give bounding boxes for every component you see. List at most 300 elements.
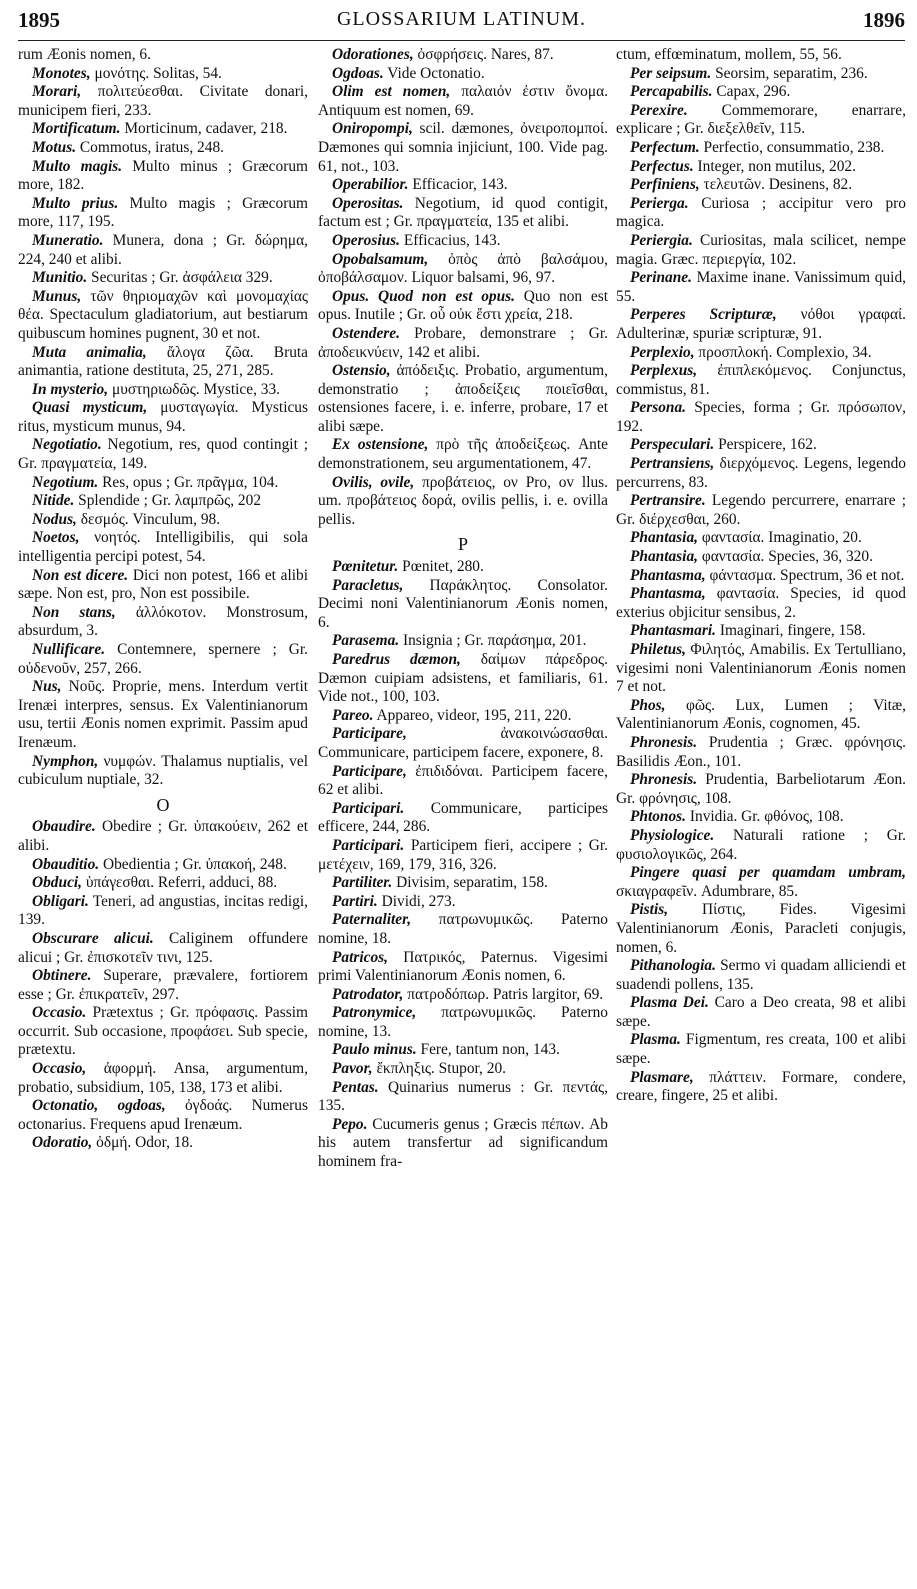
definition: ctum, effœminatum, mollem, 55, 56. bbox=[616, 46, 842, 63]
headword: Phantasma, bbox=[630, 566, 706, 584]
headword: Ex ostensione, bbox=[332, 436, 429, 454]
headword: Nitide. bbox=[32, 492, 75, 510]
headword: Occasio, bbox=[32, 1060, 87, 1078]
definition: Fere, tantum non, 143. bbox=[416, 1041, 560, 1059]
column-3 bbox=[616, 46, 906, 1106]
headword: Multo prius. bbox=[32, 194, 119, 212]
headword: Perfectum. bbox=[630, 138, 700, 156]
headword: Obligari. bbox=[32, 892, 89, 910]
definition: Πατρικός, Paternus. Vigesimi primi Valentinianorum Æonis nomen, 6. bbox=[318, 948, 608, 985]
glossary-entry bbox=[616, 808, 906, 827]
glossary-entry bbox=[18, 344, 308, 381]
definition: προβάτειος, ον Pro, ov llus. um. προβάτειος δορά, ovilis pellis, i. e. ovilla pellis. bbox=[318, 473, 608, 528]
definition: Communicare, participes efficere, 244, 286. bbox=[318, 799, 608, 836]
glossary-entry bbox=[616, 529, 906, 548]
headword: In mysterio, bbox=[32, 380, 109, 398]
headword: Pertransiens, bbox=[630, 455, 715, 473]
headword: Periergia. bbox=[630, 231, 693, 249]
definition: Dici non potest, 166 et alibi sæpe. Non est, pro, Non est possibile. bbox=[18, 566, 308, 603]
glossary-entry bbox=[18, 381, 308, 400]
glossary-entry bbox=[18, 399, 308, 436]
definition: Negotium, res, quod contingit ; Gr. πραγματεία, 149. bbox=[18, 436, 308, 473]
glossary-entry bbox=[616, 176, 906, 195]
definition: Integer, non mutilus, 202. bbox=[693, 157, 856, 175]
headword: Oniropompi, bbox=[332, 120, 413, 138]
headword: Muta animalia, bbox=[32, 343, 147, 361]
headword: Pistis, bbox=[630, 901, 669, 919]
headword: Operabilior. bbox=[332, 176, 409, 194]
headword: Paulo minus. bbox=[332, 1041, 417, 1059]
headword: Plasma Dei. bbox=[630, 994, 709, 1012]
definition: φάντασμα. Spectrum, 36 et not. bbox=[705, 566, 905, 584]
headword: Pareo. bbox=[332, 706, 374, 724]
headword: Obscurare alicui. bbox=[32, 929, 154, 947]
headword: Partiri. bbox=[332, 892, 378, 910]
headword: Mortificatum. bbox=[32, 120, 121, 138]
glossary-entry bbox=[318, 1116, 608, 1172]
glossary-entry bbox=[318, 651, 608, 707]
glossary-entry bbox=[318, 436, 608, 473]
definition: τῶν θηριομαχῶν καὶ μονομαχίας θέα. Spectaculum gladiatorium, aut bestiarum quibuscum homines pugnent, 30 et not. bbox=[18, 287, 308, 342]
glossary-entry bbox=[318, 325, 608, 362]
definition: Figmentum, res creata, 100 et alibi sæpe. bbox=[616, 1031, 906, 1068]
headword: Obauditio. bbox=[32, 855, 100, 873]
glossary-entry bbox=[616, 232, 906, 269]
definition: Contemnere, spernere ; Gr. οὐδενοῦν, 257, 266. bbox=[18, 641, 308, 677]
headword: Multo magis. bbox=[32, 157, 123, 175]
headword: Per seipsum. bbox=[630, 64, 712, 82]
headword: Operosius. bbox=[332, 231, 400, 249]
headword: Perspeculari. bbox=[630, 436, 715, 454]
glossary-entry bbox=[318, 288, 608, 325]
headword: Noetos, bbox=[32, 529, 80, 547]
glossary-entry bbox=[616, 436, 906, 455]
headword: Obduci, bbox=[32, 874, 83, 892]
definition: Maxime inane. Vanissimum quid, 55. bbox=[616, 269, 906, 305]
headword: Pentas. bbox=[332, 1078, 379, 1096]
headword: Perplexus, bbox=[630, 362, 698, 380]
definition: Prudentia ; Græc. φρόνησις. Basilidis Æon., 101. bbox=[616, 733, 906, 770]
glossary-entry bbox=[616, 83, 906, 102]
definition: Munera, dona ; Gr. δώρημα, 224, 240 et alibi. bbox=[18, 231, 308, 268]
headword: Phantasmari. bbox=[630, 622, 716, 640]
headword: Odoratio, bbox=[32, 1134, 93, 1152]
headword: Opobalsamum, bbox=[332, 250, 429, 268]
definition: Securitas ; Gr. ἀσφάλεια 329. bbox=[87, 269, 273, 287]
definition: Perspicere, 162. bbox=[714, 436, 817, 454]
glossary-entry bbox=[318, 986, 608, 1005]
definition: Quinarius numerus : Gr. πεντάς, 135. bbox=[318, 1078, 608, 1115]
definition: Vide Octonatio. bbox=[383, 64, 485, 82]
definition: Caliginem offundere alicui ; Gr. ἐπισκοτεῖν τινι, 125. bbox=[18, 929, 308, 966]
headword: Persona. bbox=[630, 399, 687, 417]
section-letter: O bbox=[156, 794, 170, 815]
definition: Insignia ; Gr. παράσημα, 201. bbox=[399, 632, 587, 650]
page-header bbox=[18, 8, 905, 38]
glossary-entry bbox=[18, 818, 308, 855]
definition: Curiosa ; accipitur vero pro magica. bbox=[616, 194, 906, 231]
definition: Obedientia ; Gr. ὑπακοή, 248. bbox=[99, 855, 287, 873]
glossary-entry bbox=[318, 362, 608, 436]
definition: ἀπόδειξις. Probatio, argumentum, demonstratio ; ἀποδείξεις ποιεῖσθαι, ostensiones facere, i. e. inferre, probare, 17 et alibi sæpe. bbox=[318, 362, 608, 435]
definition: Efficacior, 143. bbox=[408, 176, 508, 194]
headword: Morari, bbox=[32, 83, 82, 101]
glossary-entry bbox=[318, 46, 608, 65]
headword: Obtinere. bbox=[32, 967, 92, 985]
headword: Parasema. bbox=[332, 632, 400, 650]
glossary-entry bbox=[318, 707, 608, 726]
glossary-entry bbox=[18, 195, 308, 232]
glossary-entry bbox=[616, 65, 906, 84]
glossary-entry bbox=[18, 474, 308, 493]
headword: Perexire. bbox=[630, 101, 688, 119]
glossary-entry bbox=[318, 558, 608, 577]
glossary-entry bbox=[18, 492, 308, 511]
headword: Pavor, bbox=[332, 1060, 373, 1078]
glossary-entry bbox=[18, 65, 308, 84]
definition: Divisim, separatim, 158. bbox=[392, 874, 548, 892]
glossary-entry bbox=[616, 102, 906, 139]
headword: Perierga. bbox=[630, 194, 689, 212]
definition: Morticinum, cadaver, 218. bbox=[120, 120, 288, 138]
headword: Quasi mysticum, bbox=[32, 399, 148, 417]
glossary-entry bbox=[18, 874, 308, 893]
glossary-entry bbox=[616, 641, 906, 697]
glossary-entry bbox=[18, 1004, 308, 1060]
glossary-entry bbox=[616, 362, 906, 399]
headword: Pœnitetur. bbox=[332, 558, 399, 576]
definition: ἀφορμή. Ansa, argumentum, probatio, subsidium, 105, 138, 173 et alibi. bbox=[18, 1060, 308, 1096]
glossary-entry bbox=[18, 288, 308, 344]
headword: Nodus, bbox=[32, 510, 77, 528]
glossary-entry bbox=[18, 641, 308, 678]
headword: Nus, bbox=[32, 678, 62, 696]
headword: Ogdoas. bbox=[332, 64, 384, 82]
headword: Phantasia, bbox=[630, 548, 698, 566]
definition: Perfectio, consummatio, 238. bbox=[699, 138, 885, 156]
glossary-entry bbox=[318, 800, 608, 837]
headword: Munus, bbox=[32, 287, 82, 305]
definition: Capax, 296. bbox=[712, 83, 791, 101]
glossary-entry bbox=[18, 930, 308, 967]
definition: Prætextus ; Gr. πρόφασις. Passim occurrit. Sub occasione, προφάσει. Sub specie, prætextu. bbox=[18, 1004, 308, 1059]
definition: πατρωνυμικῶς. Paterno nomine, 18. bbox=[318, 911, 608, 947]
headword: Non est dicere. bbox=[32, 566, 129, 584]
headword: Participare, bbox=[332, 725, 407, 743]
headword: Pingere quasi per quamdam umbram, bbox=[630, 864, 906, 882]
definition: Naturali ratione ; Gr. φυσιολογικῶς, 264. bbox=[616, 826, 906, 863]
definition: ἄλογα ζῶα. Bruta animantia, ratione destituta, 25, 271, 285. bbox=[18, 343, 308, 380]
glossary-entry bbox=[18, 967, 308, 1004]
definition: Splendide ; Gr. λαμπρῶς, 202 bbox=[74, 492, 262, 510]
definition: ὀσφρήσεις. Nares, 87. bbox=[413, 46, 554, 63]
definition: Curiositas, mala scilicet, nempe magia. Græc. περιεργία, 102. bbox=[616, 231, 906, 268]
definition: Negotium, id quod contigit, factum est ; Gr. πραγματεία, 135 et alibi. bbox=[318, 194, 608, 231]
headword: Perfiniens, bbox=[630, 176, 700, 194]
glossary-entry bbox=[318, 837, 608, 874]
headword: Olim est nomen, bbox=[332, 83, 451, 101]
headword: Nymphon, bbox=[32, 752, 99, 770]
definition: Cucumeris genus ; Græcis πέπων. Ab his autem transfertur ad significandum hominem fra- bbox=[318, 1115, 608, 1171]
headword: Phtonos. bbox=[630, 808, 687, 826]
definition: φαντασία. Imaginatio, 20. bbox=[698, 529, 862, 547]
glossary-entry bbox=[616, 585, 906, 622]
glossary-entry bbox=[318, 763, 608, 800]
definition: Prudentia, Barbeliotarum Æon. Gr. φρόνησις, 108. bbox=[616, 771, 906, 807]
glossary-entry bbox=[616, 697, 906, 734]
definition: προσπλοκή. Complexio, 34. bbox=[694, 343, 872, 361]
definition: Species, forma ; Gr. πρόσωπον, 192. bbox=[616, 399, 906, 435]
headword: Monotes, bbox=[32, 64, 91, 82]
headword: Muneratio. bbox=[32, 231, 104, 249]
headword: Physiologice. bbox=[630, 826, 715, 844]
definition: νόθοι γραφαί. Adulterinæ, spuriæ scripturæ, 91. bbox=[616, 306, 906, 342]
headword: Octonatio, ogdoas, bbox=[32, 1097, 166, 1115]
definition: Participem fieri, accipere ; Gr. μετέχειν, 169, 179, 316, 326. bbox=[318, 836, 608, 873]
headword: Phantasma, bbox=[630, 585, 706, 603]
definition: φαντασία. Species, id quod exterius objicitur sensibus, 2. bbox=[616, 585, 906, 621]
glossary-entry bbox=[616, 492, 906, 529]
definition: πολιτεύεσθαι. Civitate donari, municipem fieri, 233. bbox=[18, 83, 308, 119]
headword: Pepo. bbox=[332, 1115, 368, 1133]
headword: Participari. bbox=[332, 836, 405, 854]
definition: Multo minus ; Græcorum more, 182. bbox=[18, 157, 308, 194]
definition: ἀνακοινώσασθαι. Communicare, participem facere, exponere, 8. bbox=[318, 725, 608, 761]
glossary-entry bbox=[318, 1004, 608, 1041]
column-2 bbox=[318, 46, 608, 1172]
headword: Participari. bbox=[332, 799, 405, 817]
glossary-entry bbox=[616, 771, 906, 808]
glossary-entry bbox=[318, 577, 608, 633]
headword: Ostensio, bbox=[332, 362, 391, 380]
definition: μυστηριωδῶς. Mystice, 33. bbox=[108, 380, 280, 398]
headword: Patronymice, bbox=[332, 1004, 417, 1022]
definition: Commemorare, enarrare, explicare ; Gr. διεξελθεῖν, 115. bbox=[616, 101, 906, 138]
headword: Perplexio, bbox=[630, 343, 695, 361]
definition: Efficacius, 143. bbox=[400, 231, 501, 249]
headword: Ovilis, ovile, bbox=[332, 473, 415, 491]
definition: Pœnitet, 280. bbox=[398, 558, 484, 576]
headword: Ostendere. bbox=[332, 324, 400, 342]
running-title: GLOSSARIUM LATINUM. bbox=[336, 8, 586, 30]
glossary-entry bbox=[18, 893, 308, 930]
headword: Patrodator, bbox=[332, 985, 404, 1003]
glossary-entry bbox=[616, 455, 906, 492]
glossary-entry bbox=[318, 232, 608, 251]
glossary-entry bbox=[18, 158, 308, 195]
glossary-entry bbox=[318, 195, 608, 232]
glossary-entry bbox=[616, 1031, 906, 1068]
definition: παλαιόν ἐστιν ὄνομα. Antiquum est nomen, 69. bbox=[318, 83, 608, 119]
glossary-entry bbox=[18, 139, 308, 158]
glossary-entry bbox=[18, 604, 308, 641]
definition: νυμφών. Thalamus nuptialis, vel cubiculum nuptiale, 32. bbox=[18, 752, 308, 789]
definition: μυσταγωγία. Mysticus ritus, mysticum munus, 94. bbox=[18, 399, 308, 435]
glossary-entry bbox=[318, 725, 608, 762]
glossary-entry bbox=[18, 1134, 308, 1153]
glossary-entry bbox=[18, 232, 308, 269]
glossary-entry bbox=[18, 753, 308, 790]
definition: ὑπάγεσθαι. Referri, adduci, 88. bbox=[82, 874, 278, 892]
definition: Νοῦς. Proprie, mens. Interdum vertit Irenæi interpres, sensus. Ex Valentinianorum usu, tertii Æonis nomen exprimit. Passim apud Irenæum. bbox=[18, 678, 308, 751]
definition: νοητός. Intelligibilis, qui sola intelligentia percipi potest, 54. bbox=[18, 529, 308, 566]
glossary-entry bbox=[318, 893, 608, 912]
headword: Obaudire. bbox=[32, 818, 96, 836]
glossary-entry bbox=[318, 874, 608, 893]
headword: Patricos, bbox=[332, 948, 389, 966]
definition: ἐπιδιδόναι. Participem facere, 62 et alibi. bbox=[318, 762, 608, 799]
glossary-entry bbox=[318, 1079, 608, 1116]
definition: ἐπιπλεκόμενος. Conjunctus, commistus, 81. bbox=[616, 362, 906, 398]
headword: Phronesis. bbox=[630, 771, 698, 789]
glossary-entry bbox=[616, 994, 906, 1031]
glossary-entry bbox=[18, 83, 308, 120]
definition: ἀλλόκοτον. Monstrosum, absurdum, 3. bbox=[18, 603, 309, 640]
glossary-entry bbox=[18, 46, 308, 65]
headword: Partiliter. bbox=[332, 874, 393, 892]
glossary-entry bbox=[616, 46, 906, 65]
headword: Plasmare, bbox=[630, 1068, 694, 1086]
glossary-entry bbox=[616, 901, 906, 957]
glossary-entry bbox=[318, 176, 608, 195]
definition: ὀπὸς ἀπὸ βαλσάμου, ὀποβάλσαμον. Liquor balsami, 96, 97. bbox=[318, 250, 608, 287]
glossary-entry bbox=[18, 436, 308, 473]
glossary-entry bbox=[616, 399, 906, 436]
headword: Occasio. bbox=[32, 1004, 87, 1022]
glossary-entry bbox=[18, 120, 308, 139]
headword: Opus. Quod non est opus. bbox=[332, 287, 516, 305]
glossary-entry bbox=[616, 158, 906, 177]
glossary-entry bbox=[616, 344, 906, 363]
headword: Phos, bbox=[630, 696, 666, 714]
glossary-entry bbox=[18, 1097, 308, 1134]
headword: Phantasia, bbox=[630, 529, 698, 547]
glossary-entry bbox=[616, 864, 906, 901]
headword: Perfectus. bbox=[630, 157, 694, 175]
definition: Commotus, iratus, 248. bbox=[76, 138, 224, 156]
glossary-entry bbox=[18, 567, 308, 604]
headword: Motus. bbox=[32, 138, 77, 156]
headword: Perinane. bbox=[630, 269, 692, 287]
definition: Φιλητός, Amabilis. Ex Tertulliano, vigesimi noni Valentinianorum Æonis nomen 7 et not. bbox=[616, 641, 906, 696]
definition: φαντασία. Species, 36, 320. bbox=[698, 548, 873, 566]
glossary-entry bbox=[616, 139, 906, 158]
definition: Legendo percurrere, enarrare ; Gr. διέρχεσθαι, 260. bbox=[616, 492, 906, 528]
page-number-left: 1895 bbox=[18, 8, 60, 32]
definition: διερχόμενος. Legens, legendo percurrens, 83. bbox=[616, 455, 906, 491]
glossary-entry bbox=[616, 734, 906, 771]
definition: Invidia. Gr. φθόνος, 108. bbox=[686, 808, 844, 826]
glossary-entry bbox=[18, 529, 308, 566]
headword: Percapabilis. bbox=[630, 83, 713, 101]
glossary-entry bbox=[318, 83, 608, 120]
page-number-right: 1896 bbox=[863, 8, 905, 32]
glossary-entry bbox=[318, 120, 608, 176]
column-1 bbox=[18, 46, 308, 1153]
definition: πλάττειν. Formare, condere, creare, fingere, 25 et alibi. bbox=[616, 1068, 906, 1105]
headword: Participare, bbox=[332, 762, 407, 780]
definition: πατροδόπωρ. Patris largitor, 69. bbox=[403, 985, 604, 1003]
glossary-entry bbox=[18, 511, 308, 530]
definition: Teneri, ad angustias, incitas redigi, 139. bbox=[18, 892, 308, 929]
definition: rum Æonis nomen, 6. bbox=[18, 46, 151, 63]
headword: Nullificare. bbox=[32, 641, 106, 658]
glossary-entry bbox=[18, 269, 308, 288]
headword: Pithanologia. bbox=[630, 957, 716, 975]
glossary-entry bbox=[616, 622, 906, 641]
definition: πατρωνυμικῶς. Paterno nomine, 13. bbox=[318, 1004, 608, 1040]
definition: Probare, demonstrare ; Gr. ἀποδεικνύειν, 142 et alibi. bbox=[318, 324, 608, 361]
glossary-entry bbox=[616, 306, 906, 343]
definition: δεσμός. Vinculum, 98. bbox=[76, 510, 221, 528]
glossary-entry bbox=[616, 957, 906, 994]
definition: Sermo vi quadam alliciendi et suadendi pollens, 135. bbox=[616, 957, 906, 993]
glossary-entry bbox=[318, 632, 608, 651]
definition: Imaginari, fingere, 158. bbox=[715, 622, 866, 640]
glossary-entry bbox=[318, 911, 608, 948]
glossary-entry bbox=[616, 1069, 906, 1106]
definition: Caro a Deo creata, 98 et alibi sæpe. bbox=[616, 994, 906, 1030]
glossary-entry bbox=[18, 1060, 308, 1097]
glossary-entry bbox=[318, 251, 608, 288]
definition: Quo non est opus. Inutile ; Gr. οὗ οὐκ ἔστι χρεία, 218. bbox=[318, 287, 608, 324]
definition: δαίμων πάρεδρος. Dæmon cuipiam adsistens, et familiaris, 61. Vide not., 100, 103. bbox=[318, 651, 608, 706]
headword: Operositas. bbox=[332, 194, 404, 212]
definition: Multo magis ; Græcorum more, 117, 195. bbox=[18, 194, 308, 231]
glossary-entry bbox=[318, 474, 608, 530]
definition: Dividi, 273. bbox=[377, 892, 456, 910]
definition: Obedire ; Gr. ὑπακούειν, 262 et alibi. bbox=[18, 818, 308, 854]
headword: Paredrus dæmon, bbox=[332, 651, 461, 668]
glossary-entry bbox=[18, 678, 308, 752]
definition: Superare, prævalere, fortiorem esse ; Gr. ἐπικρατεῖν, 297. bbox=[18, 967, 308, 1003]
definition: σκιαγραφεῖν. Adumbrare, 85. bbox=[616, 882, 798, 900]
definition: Res, opus ; Gr. πρᾶγμα, 104. bbox=[98, 473, 279, 491]
definition: φῶς. Lux, Lumen ; Vitæ, Valentinianorum Æonis, cognomen, 45. bbox=[616, 696, 906, 733]
glossary-entry bbox=[318, 1041, 608, 1060]
headword: Phronesis. bbox=[630, 733, 698, 751]
glossary-entry bbox=[18, 856, 308, 875]
headword: Plasma. bbox=[630, 1031, 681, 1049]
section-letter: P bbox=[457, 534, 468, 555]
header-rule bbox=[18, 40, 905, 41]
headword: Munitio. bbox=[32, 269, 88, 287]
glossary-entry bbox=[318, 1060, 608, 1079]
headword: Negotium. bbox=[32, 473, 99, 491]
definition: τελευτῶν. Desinens, 82. bbox=[699, 176, 853, 194]
definition: Πίστις, Fides. Vigesimi Valentinianorum Æonis, Paracleti conjugis, nomen, 6. bbox=[616, 901, 906, 956]
glossary-entry bbox=[616, 567, 906, 586]
definition: Seorsim, separatim, 236. bbox=[711, 64, 868, 82]
definition: scil. dæmones, ὀνειροπομποί. Dæmones qui somnia injiciunt, 100. Vide pag. 61, not., 103. bbox=[318, 120, 608, 175]
definition: ἔκπληξις. Stupor, 20. bbox=[372, 1060, 506, 1078]
headword: Paracletus, bbox=[332, 576, 404, 594]
headword: Negotiatio. bbox=[32, 436, 102, 454]
glossary-entry bbox=[318, 65, 608, 84]
headword: Pertransire. bbox=[630, 492, 706, 510]
headword: Paternaliter, bbox=[332, 911, 412, 929]
glossary-entry bbox=[616, 548, 906, 567]
glossary-entry bbox=[318, 949, 608, 986]
definition: Appareo, videor, 195, 211, 220. bbox=[373, 706, 572, 724]
headword: Odorationes, bbox=[332, 46, 414, 63]
glossary-entry bbox=[616, 269, 906, 306]
glossary-entry bbox=[616, 827, 906, 864]
definition: ὀδμή. Odor, 18. bbox=[92, 1134, 194, 1152]
headword: Non stans, bbox=[32, 603, 116, 621]
definition: Παράκλητος. Consolator. Decimi noni Valentinianorum Æonis nomen, 6. bbox=[318, 576, 608, 631]
definition: μονότης. Solitas, 54. bbox=[90, 64, 222, 82]
